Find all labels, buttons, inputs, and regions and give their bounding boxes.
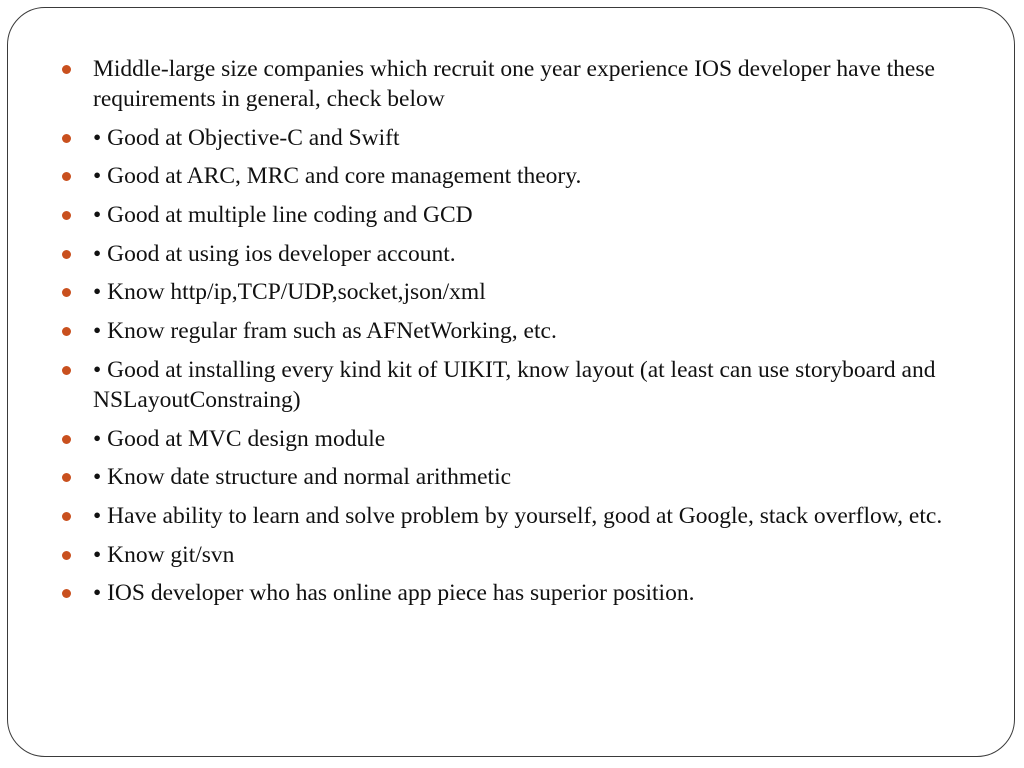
bullet-item: [60, 316, 950, 346]
bullet-item: [60, 239, 950, 269]
bullet-text: • Good at Objective-C and Swift: [93, 124, 400, 151]
bullet-item: [60, 501, 950, 531]
bullet-dot-icon: [62, 473, 71, 482]
bullet-item: [60, 355, 950, 415]
bullet-item: [60, 578, 950, 608]
bullet-item: [60, 54, 950, 114]
bullet-text: • Good at using ios developer account.: [93, 240, 456, 267]
bullet-dot-icon: [62, 512, 71, 521]
bullet-dot-icon: [62, 327, 71, 336]
bullet-item: [60, 424, 950, 454]
bullet-item: [60, 540, 950, 570]
bullet-item: [60, 462, 950, 492]
bullet-dot-icon: [62, 366, 71, 375]
bullet-text: • Good at ARC, MRC and core management theory.: [93, 163, 582, 190]
bullet-dot-icon: [62, 250, 71, 259]
bullet-dot-icon: [62, 551, 71, 560]
bullet-dot-icon: [62, 65, 71, 74]
bullet-item: [60, 277, 950, 307]
bullet-dot-icon: [62, 211, 71, 220]
bullet-item: [60, 161, 950, 191]
bullet-text: • Good at MVC design module: [93, 425, 386, 452]
bullet-text: • IOS developer who has online app piece has superior position.: [93, 580, 695, 607]
bullet-text: • Know http/ip,TCP/UDP,socket,json/xml: [93, 279, 486, 306]
bullet-text: • Have ability to learn and solve problem by yourself, good at Google, stack overflow, etc.: [93, 502, 943, 529]
bullet-item: [60, 123, 950, 153]
bullet-text: • Know git/svn: [93, 541, 235, 568]
bullet-list: [60, 54, 950, 617]
bullet-dot-icon: [62, 134, 71, 143]
bullet-dot-icon: [62, 435, 71, 444]
bullet-text: • Good at multiple line coding and GCD: [93, 202, 473, 229]
bullet-dot-icon: [62, 172, 71, 181]
bullet-dot-icon: [62, 288, 71, 297]
bullet-text: • Good at installing every kind kit of UIKIT, know layout (at least can use storyboard and NSLayoutConstraing): [93, 356, 936, 413]
bullet-text: • Know regular fram such as AFNetWorking, etc.: [93, 318, 557, 345]
bullet-text: • Know date structure and normal arithmetic: [93, 464, 512, 491]
bullet-item: [60, 200, 950, 230]
bullet-text: Middle-large size companies which recruit one year experience IOS developer have these requirements in general, check below: [93, 56, 935, 112]
bullet-dot-icon: [62, 589, 71, 598]
